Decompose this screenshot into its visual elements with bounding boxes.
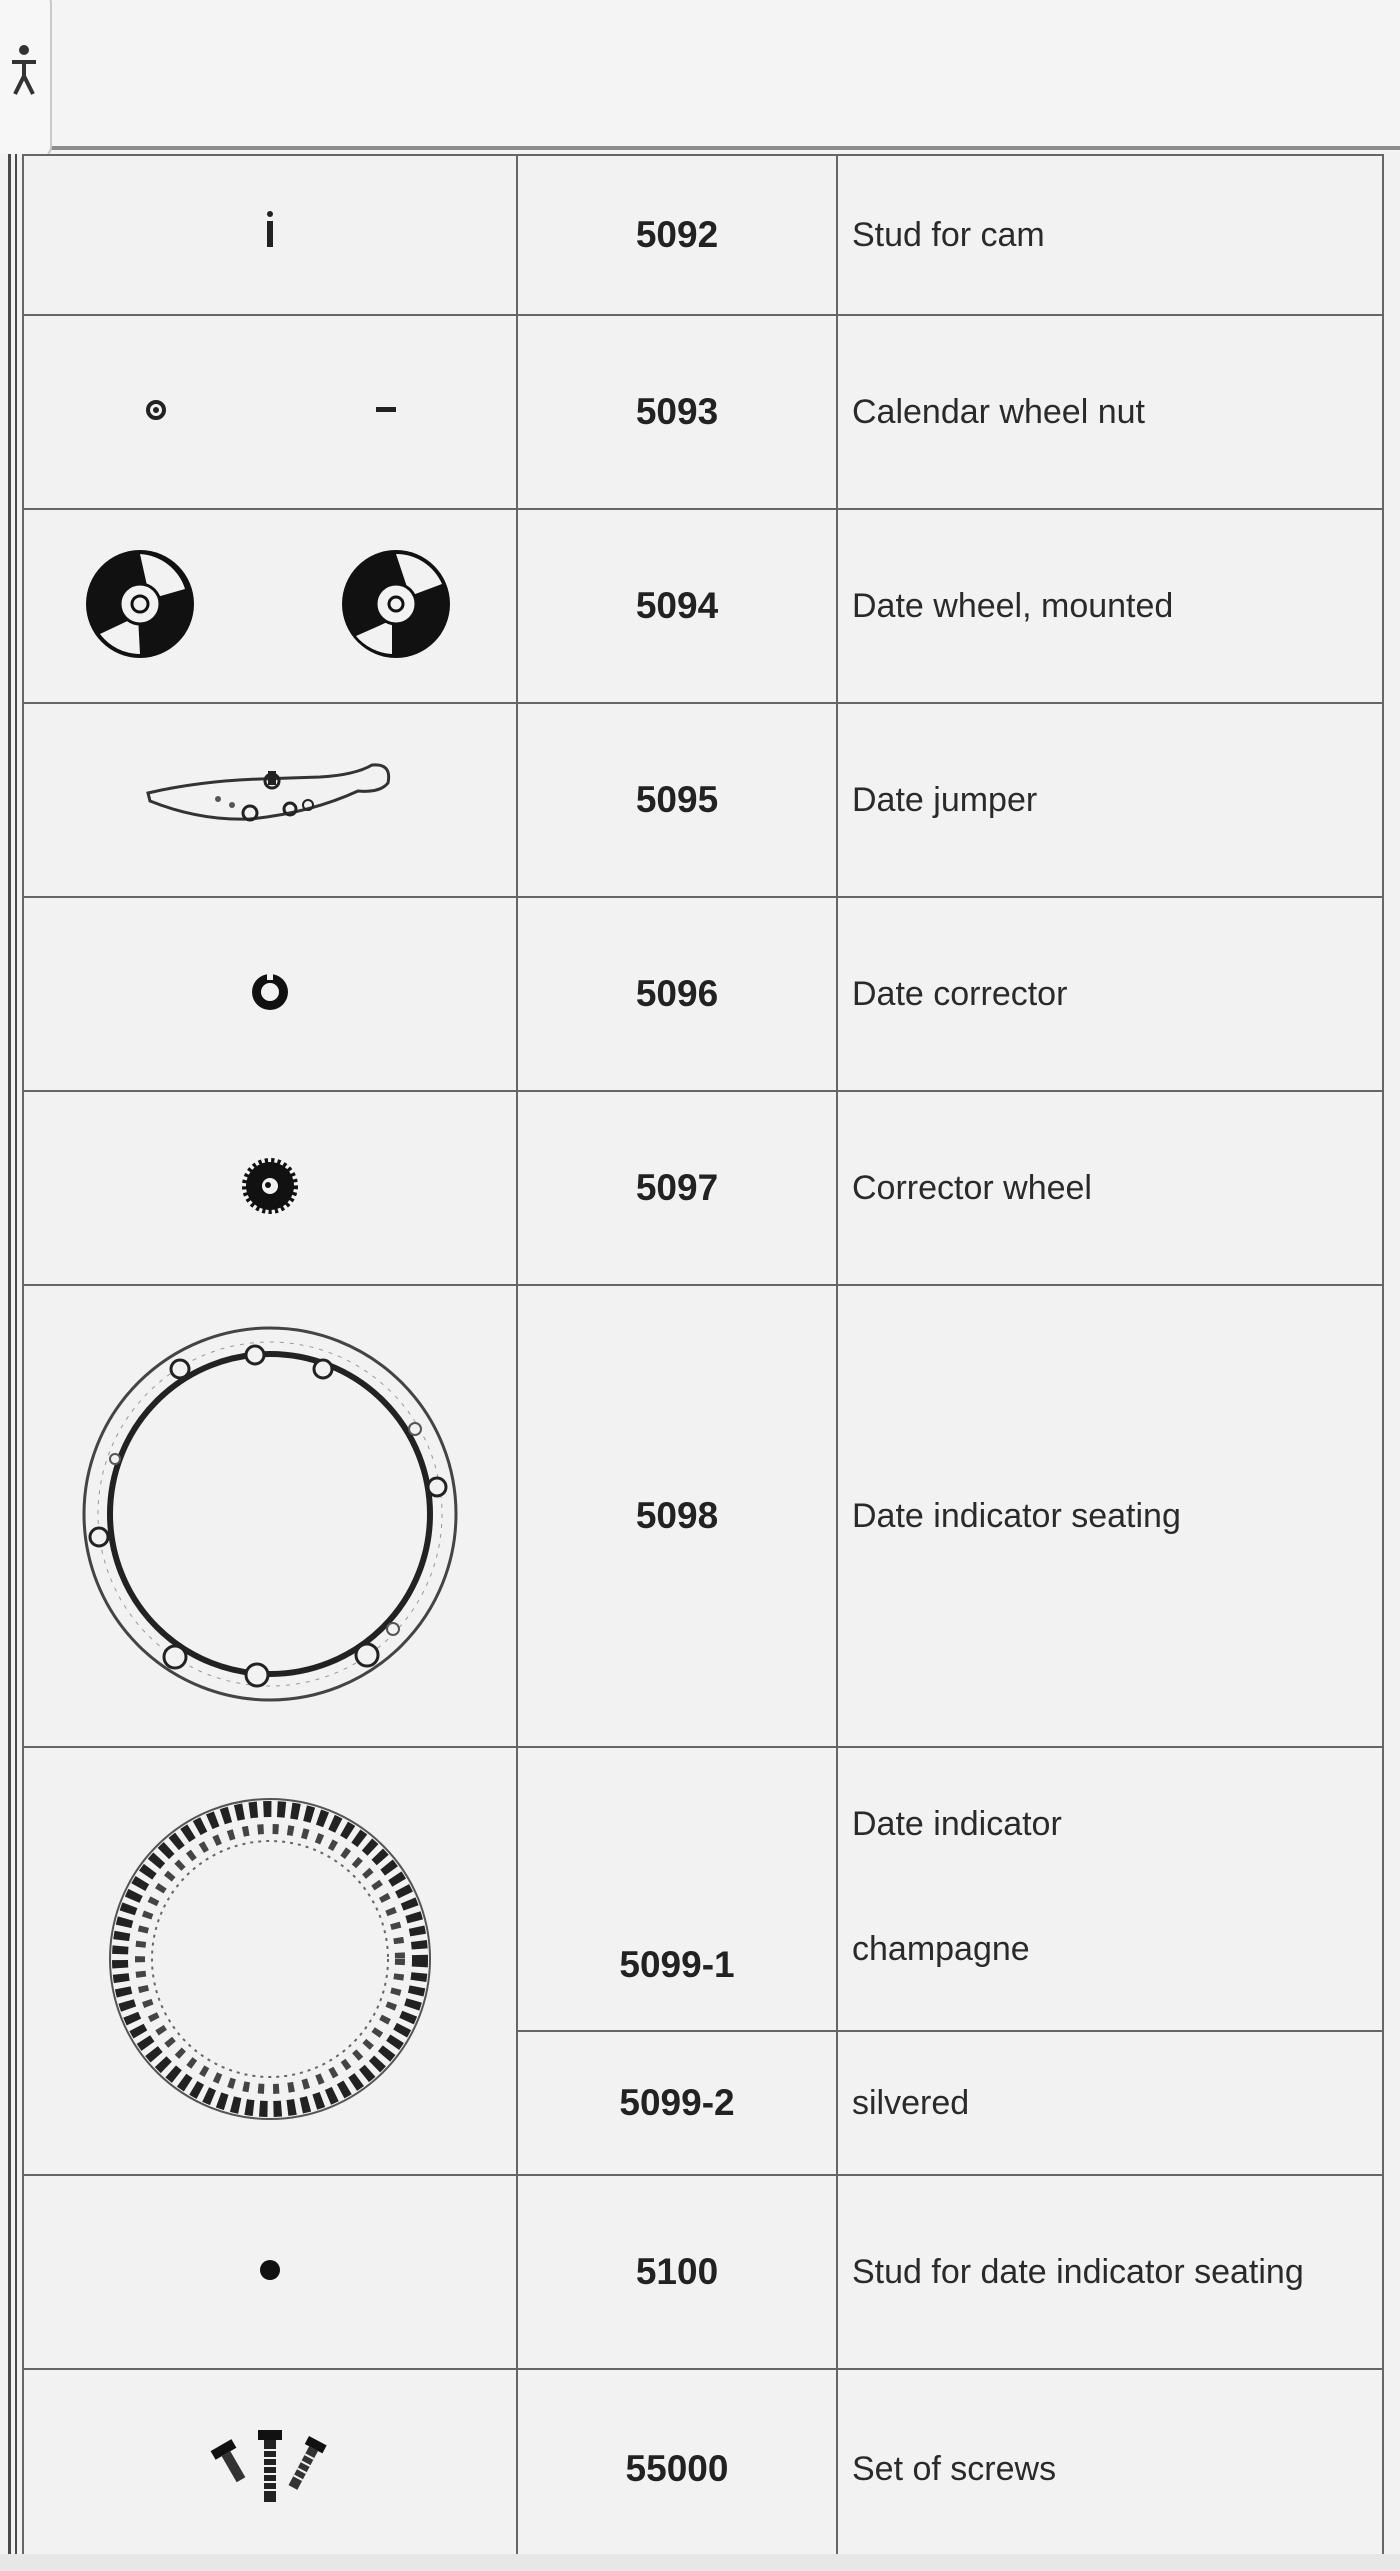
- calendar-wheel-nut-icon: [120, 390, 420, 430]
- part-description: Date corrector: [837, 897, 1383, 1091]
- stud-for-cam-icon: [250, 208, 290, 258]
- part-number: 5099-2: [517, 2031, 837, 2175]
- part-description: Date indicator: [852, 1805, 1062, 1843]
- part-number: 55000: [517, 2369, 837, 2569]
- parts-table: [22, 154, 1384, 2570]
- part-number: 5096: [517, 897, 837, 1091]
- part-image-cell: [23, 509, 517, 703]
- table-row: [23, 315, 1383, 509]
- date-indicator-icon: [100, 1789, 440, 2129]
- part-number: 5092: [517, 155, 837, 315]
- part-image-cell: [23, 2175, 517, 2369]
- top-bar: [0, 0, 1400, 150]
- part-description: Stud for date indicator seating: [837, 2175, 1383, 2369]
- part-description: Corrector wheel: [837, 1091, 1383, 1285]
- date-corrector-icon: [245, 967, 295, 1017]
- date-wheel-icon: [80, 544, 460, 664]
- stud-icon: [255, 2255, 285, 2285]
- part-description: Calendar wheel nut: [837, 315, 1383, 509]
- table-row: [23, 155, 1383, 315]
- table-row: [23, 703, 1383, 897]
- table-row: [23, 509, 1383, 703]
- part-image-cell: [23, 315, 517, 509]
- bottom-edge: [0, 2554, 1400, 2571]
- part-number: 5093: [517, 315, 837, 509]
- part-description: Date jumper: [837, 703, 1383, 897]
- part-description: silvered: [837, 2031, 1383, 2175]
- part-description: Set of screws: [837, 2369, 1383, 2569]
- part-description: Stud for cam: [837, 155, 1383, 315]
- part-image-cell: [23, 703, 517, 897]
- part-number: 5099-1: [517, 1747, 837, 2031]
- part-number: 5095: [517, 703, 837, 897]
- accessibility-icon: [10, 44, 38, 96]
- part-number: 5098: [517, 1285, 837, 1747]
- table-row: [23, 1285, 1383, 1747]
- part-description: Date indicator seating: [837, 1285, 1383, 1747]
- page-border-line: [15, 154, 17, 2554]
- corrector-wheel-icon: [238, 1154, 302, 1218]
- part-image-cell: [23, 1091, 517, 1285]
- part-number: 5097: [517, 1091, 837, 1285]
- part-number: 5100: [517, 2175, 837, 2369]
- page-border-line: [8, 154, 11, 2554]
- part-image-cell: [23, 155, 517, 315]
- part-image-cell: [23, 2369, 517, 2569]
- part-number: 5094: [517, 509, 837, 703]
- screws-icon: [195, 2422, 345, 2512]
- parts-sheet: [0, 154, 1400, 2554]
- date-jumper-icon: [140, 753, 400, 843]
- accessibility-button[interactable]: [0, 0, 52, 160]
- table-row: [23, 1091, 1383, 1285]
- part-description: Date wheel, mounted: [837, 509, 1383, 703]
- part-image-cell: [23, 1747, 517, 2175]
- date-indicator-seating-icon: [75, 1319, 465, 1709]
- part-description-cell: [837, 1747, 1383, 2031]
- table-row: [23, 2369, 1383, 2569]
- table-row: [23, 897, 1383, 1091]
- table-row: [23, 1747, 1383, 2031]
- table-row: [23, 2175, 1383, 2369]
- part-description: champagne: [852, 1930, 1030, 1968]
- part-image-cell: [23, 897, 517, 1091]
- part-image-cell: [23, 1285, 517, 1747]
